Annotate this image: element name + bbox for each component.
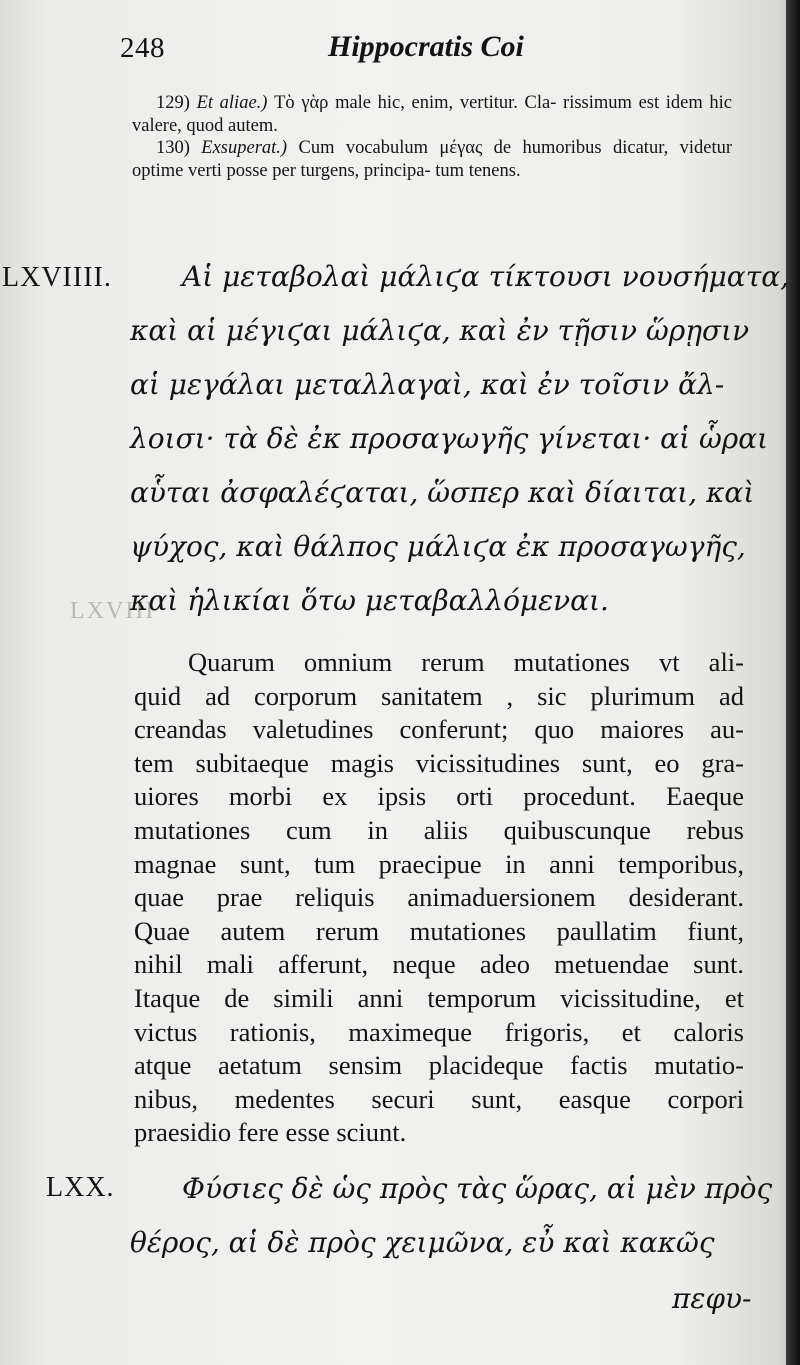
section-number-70: LXX. bbox=[46, 1172, 115, 1203]
greek-line: Φύσιες δὲ ὡς πρὸς τὰς ὥρας, αἱ μὲν πρὸς bbox=[182, 1172, 773, 1205]
latin-line: creandas valetudines conferunt; quo maiores au- bbox=[134, 714, 744, 745]
latin-line: quae prae reliquis animaduersionem desiderant. bbox=[134, 882, 744, 913]
running-head: Hippocratis Coi bbox=[328, 30, 524, 63]
greek-line: ψύχος, καὶ θάλπος μάλιϛα ἐκ προσαγωγῆς, bbox=[130, 530, 746, 563]
footnote-129 bbox=[132, 92, 732, 137]
catchword: πεφυ- bbox=[672, 1282, 752, 1315]
bleed-through-text: LXVIII bbox=[70, 598, 156, 624]
greek-line: αἱ μεγάλαι μεταλλαγαὶ, καὶ ἐν τοῖσιν ἄλ- bbox=[130, 368, 725, 401]
latin-line: magnae sunt, tum praecipue in anni temporibus, bbox=[134, 848, 744, 879]
greek-line: καὶ αἱ μέγιϛαι μάλιϛα, καὶ ἐν τῇσιν ὥρῃσιν bbox=[130, 314, 750, 347]
page-number: 248 bbox=[120, 32, 165, 64]
greek-line: Αἱ μεταβολαὶ μάλιϛα τίκτουσι νουσήματα, bbox=[182, 260, 790, 293]
footnote-ref: Exsuperat.) bbox=[201, 138, 288, 158]
latin-line: mutationes cum in aliis quibuscunque rebus bbox=[134, 814, 744, 845]
footnote-text: dicatur, videtur optime verti posse per turgens, principa- bbox=[132, 138, 733, 181]
footnote-text: Τὸ γὰρ male hic, enim, vertitur. Cla- bbox=[274, 93, 557, 113]
footnote-number: 129) bbox=[156, 93, 190, 113]
latin-line: praesidio fere esse sciunt. bbox=[134, 1117, 407, 1148]
section-number-68: LXVIIII. bbox=[2, 262, 112, 293]
greek-line: θέρος, αἱ δὲ πρὸς χειμῶνα, εὖ καὶ κακῶς bbox=[130, 1226, 715, 1259]
latin-line: Quae autem rerum mutationes paullatim fiunt, bbox=[134, 915, 744, 946]
latin-line: victus rationis, maximeque frigoris, et caloris bbox=[134, 1016, 744, 1047]
footnote-text: Cum vocabulum μέγας de humoribus bbox=[298, 138, 602, 158]
footnote-130 bbox=[132, 137, 732, 182]
footnote-text: rissimum est idem hic valere, quod autem. bbox=[132, 93, 733, 136]
footnote-ref: Et aliae.) bbox=[196, 93, 268, 113]
latin-line: nihil mali afferunt, neque adeo metuendae sunt. bbox=[134, 949, 744, 980]
latin-line: Quarum omnium rerum mutationes vt ali- bbox=[188, 647, 744, 677]
latin-line: Itaque de simili anni temporum vicissitudine, et bbox=[134, 982, 744, 1013]
footnotes bbox=[132, 92, 732, 182]
greek-aphorism-70 bbox=[130, 1162, 773, 1270]
latin-commentary-68 bbox=[134, 646, 744, 1150]
latin-line: uiores morbi ex ipsis orti procedunt. Eaeque bbox=[134, 781, 744, 812]
greek-line: λοισι· τὰ δὲ ἐκ προσαγωγῆς γίνεται· αἱ ὧραι bbox=[130, 422, 769, 455]
latin-line: atque aetatum sensim placideque factis mutatio- bbox=[134, 1050, 744, 1081]
greek-line: αὗται ἀσφαλέϛαται, ὥσπερ καὶ δίαιται, καὶ bbox=[130, 476, 755, 509]
latin-line: nibus, medentes securi sunt, easque corpori bbox=[134, 1083, 744, 1114]
latin-line: tem subitaeque magis vicissitudines sunt, eo gra- bbox=[134, 747, 744, 778]
latin-line: quid ad corporum sanitatem , sic plurimum ad bbox=[134, 680, 744, 711]
greek-line: καὶ ἡλικίαι ὅτω μεταβαλλόμεναι. bbox=[130, 584, 609, 617]
footnote-number: 130) bbox=[156, 138, 190, 158]
footnote-text: tum tenens. bbox=[435, 160, 521, 181]
page-header bbox=[120, 28, 540, 68]
page-edge bbox=[786, 0, 800, 1365]
greek-aphorism-68 bbox=[130, 250, 790, 628]
